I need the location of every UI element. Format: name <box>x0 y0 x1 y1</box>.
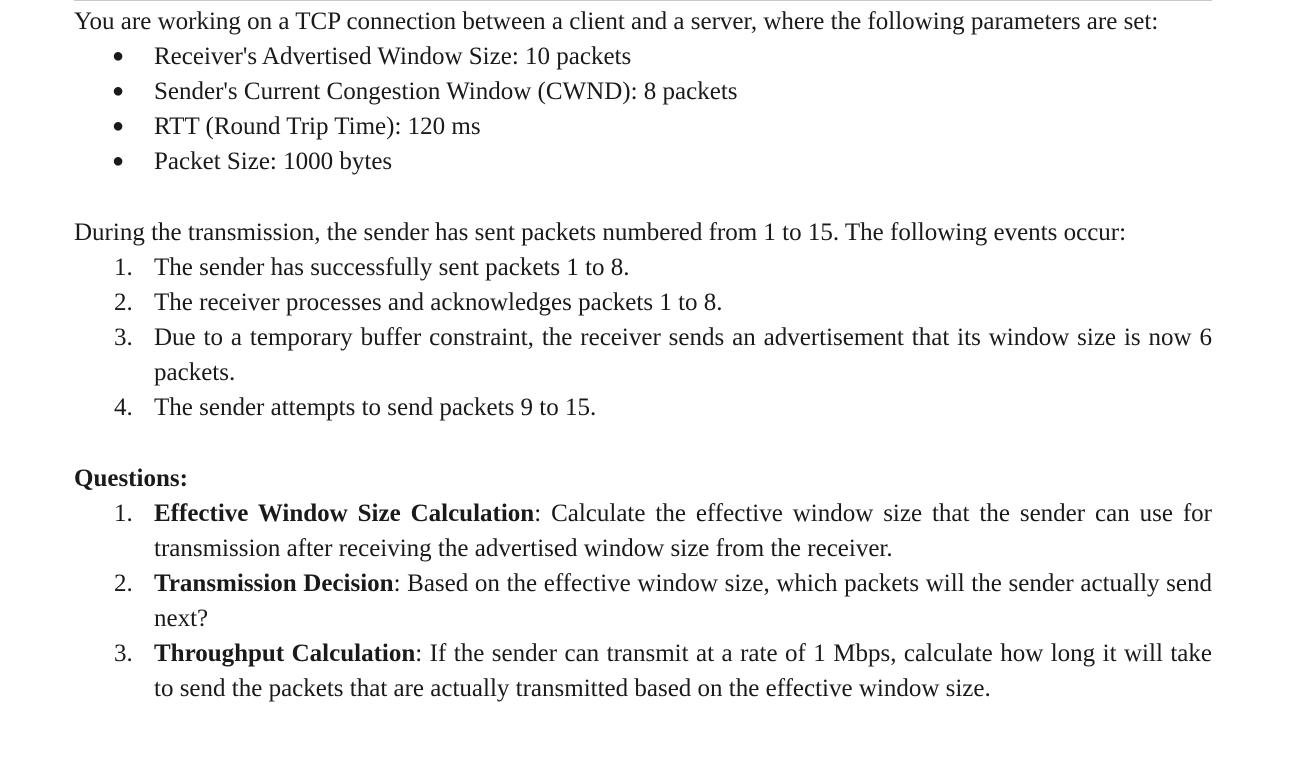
spacer <box>74 179 1212 215</box>
question-number: 3. <box>114 640 133 667</box>
parameter-item <box>74 39 1212 74</box>
document-body <box>74 4 1212 706</box>
parameter-text: Sender's Current Congestion Window (CWND): 8 packets <box>154 78 738 105</box>
question-body <box>154 496 1212 566</box>
parameter-item <box>74 74 1212 109</box>
question-number: 1. <box>114 500 133 527</box>
event-text: The receiver processes and acknowledges packets 1 to 8. <box>154 289 723 316</box>
question-title: Effective Window Size Calculation <box>154 500 535 527</box>
bullet-icon: ● <box>112 80 125 102</box>
event-number: 3. <box>114 324 133 351</box>
event-text: The sender has successfully sent packets 1 to 8. <box>154 254 630 281</box>
event-text: The sender attempts to send packets 9 to 15. <box>154 394 597 421</box>
bullet-icon: ● <box>112 45 125 67</box>
parameter-item <box>74 144 1212 179</box>
question-item <box>74 566 1212 636</box>
question-title: Transmission Decision <box>154 570 394 597</box>
event-item <box>74 285 1212 320</box>
questions-heading: Questions: <box>74 465 188 492</box>
intro-paragraph: You are working on a TCP connection between a client and a server, where the following parameters are set: <box>74 8 1159 35</box>
event-item <box>74 390 1212 425</box>
spacer <box>74 425 1212 461</box>
question-body <box>154 566 1212 636</box>
question-item <box>74 496 1212 566</box>
event-item <box>74 250 1212 285</box>
event-list <box>74 250 1212 425</box>
parameter-text: Packet Size: 1000 bytes <box>154 148 393 175</box>
question-item <box>74 636 1212 706</box>
parameter-text: RTT (Round Trip Time): 120 ms <box>154 113 481 140</box>
top-divider <box>74 0 1212 1</box>
bullet-icon: ● <box>112 150 125 172</box>
parameter-item <box>74 109 1212 144</box>
question-body <box>154 636 1212 706</box>
event-number: 4. <box>114 394 133 421</box>
bullet-icon: ● <box>112 115 125 137</box>
event-text: Due to a temporary buffer constraint, the receiver sends an advertisement that its window size is now 6 packets. <box>154 324 1212 386</box>
parameter-list <box>74 39 1212 179</box>
question-title: Throughput Calculation <box>154 640 416 667</box>
parameter-text: Receiver's Advertised Window Size: 10 packets <box>154 43 632 70</box>
question-list <box>74 496 1212 706</box>
question-number: 2. <box>114 570 133 597</box>
question-text: : Calculate the effective window size that the sender can use for transmission after receiving the advertised window size from the receiver. <box>154 500 1212 562</box>
question-text: : Based on the effective window size, which packets will the sender actually send next? <box>154 570 1213 632</box>
question-text: : If the sender can transmit at a rate of 1 Mbps, calculate how long it will take to send the packets that are actually transmitted based on the effective window size. <box>154 640 1212 702</box>
event-item <box>74 320 1212 390</box>
events-intro-paragraph: During the transmission, the sender has sent packets numbered from 1 to 15. The following events occur: <box>74 219 1127 246</box>
event-number: 1. <box>114 254 133 281</box>
event-number: 2. <box>114 289 133 316</box>
